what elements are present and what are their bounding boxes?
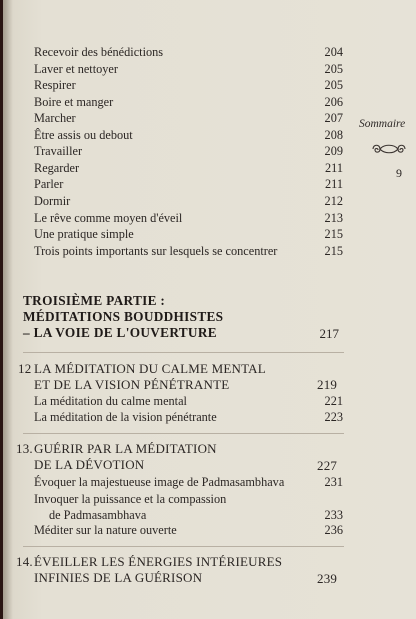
toc-entry: [3, 409, 343, 426]
toc-entry-title: Invoquer la puissance et la compassion: [34, 492, 227, 506]
chapter-page-number: 227: [317, 458, 338, 473]
toc-entry-title: Trois points importants sur lesquels se concentrer: [34, 243, 278, 258]
toc-entry-page: 209: [324, 144, 343, 159]
toc-entry-page: 213: [324, 210, 343, 225]
toc-entry-title: Méditer sur la nature ouverte: [34, 523, 177, 537]
toc-entry: [3, 491, 343, 508]
part-heading-line1: TROISIÈME PARTIE :: [23, 293, 166, 308]
toc-entry-page: 231: [324, 475, 343, 489]
chapter-title-line2: ET DE LA VISION PÉNÉTRANTE: [34, 377, 230, 392]
toc-entry: [3, 127, 343, 144]
toc-entry: [3, 44, 343, 61]
chapter-number: 14.: [16, 554, 33, 569]
toc-entry-title: La méditation de la vision pénétrante: [34, 410, 217, 424]
toc-entry-title: Le rêve comme moyen d'éveil: [34, 210, 183, 225]
chapter-number: 13.: [16, 441, 33, 456]
toc-entry-page: 215: [324, 243, 343, 258]
chapter-number: 12: [18, 361, 32, 376]
part-heading-line3: – LA VOIE DE L'OUVERTURE: [23, 325, 217, 340]
toc-entry-title: Dormir: [34, 193, 71, 208]
book-page: [3, 0, 416, 619]
toc-entry: [3, 243, 343, 260]
chapter-title-line2: DE LA DÉVOTION: [34, 457, 145, 472]
toc-entry: [3, 61, 343, 78]
toc-entry-title: Être assis ou debout: [34, 127, 133, 142]
toc-entry: [3, 210, 343, 227]
toc-entry-page: 223: [324, 410, 343, 424]
toc-entry-page: 205: [324, 78, 343, 93]
toc-entry: [3, 226, 343, 243]
toc-entry-page: 206: [324, 94, 343, 109]
toc-entry-page: 207: [324, 111, 343, 126]
toc-entry-title: Parler: [34, 177, 64, 192]
toc-entry: [3, 160, 343, 177]
swirl-ornament-icon: [369, 140, 409, 158]
toc-entry-page: 208: [324, 127, 343, 142]
toc-entry: [3, 393, 343, 410]
chapter-title-line1: GUÉRIR PAR LA MÉDITATION: [34, 441, 217, 456]
toc-entry-page: 211: [325, 160, 343, 175]
toc-entry-page: 204: [324, 45, 343, 59]
toc-entry-title: Travailler: [34, 144, 83, 159]
toc-entry-page: 211: [325, 177, 343, 192]
toc-entry-title: Laver et nettoyer: [34, 61, 118, 76]
toc-entry-title: Respirer: [34, 78, 76, 93]
part-heading-line2: MÉDITATIONS BOUDDHISTES: [23, 309, 224, 324]
toc-entry-title: Évoquer la majestueuse image de Padmasambhava: [34, 475, 285, 489]
chapter-title-line1: ÉVEILLER LES ÉNERGIES INTÉRIEURES: [34, 554, 283, 569]
toc-entry-page: 215: [324, 227, 343, 242]
toc-entry: [3, 77, 343, 94]
toc-entry-page: 212: [324, 193, 343, 208]
toc-entry-page: 236: [324, 523, 343, 537]
part-page-number: 217: [319, 326, 339, 341]
toc-entry-title: Une pratique simple: [34, 227, 134, 242]
toc-entry: [3, 522, 343, 539]
toc-entry-title: Regarder: [34, 160, 80, 175]
toc-entry-page: 233: [324, 508, 343, 522]
chapter-title-line2: INFINIES DE LA GUÉRISON: [34, 570, 203, 585]
chapter-page-number: 239: [317, 571, 338, 586]
toc-entry: [3, 193, 343, 210]
chapter-title-line1: LA MÉDITATION DU CALME MENTAL: [34, 361, 266, 376]
running-head: Sommaire: [359, 118, 406, 130]
toc-entry: [3, 474, 343, 491]
page-number: 9: [396, 166, 402, 180]
toc-entry-title: de Padmasambhava: [49, 508, 147, 522]
toc-entry-page: 205: [324, 61, 343, 76]
section-divider: [23, 546, 344, 547]
toc-entry-title: Boire et manger: [34, 94, 114, 109]
toc-entry-title: Marcher: [34, 111, 76, 126]
toc-entry: [3, 176, 343, 193]
toc-entry-title: La méditation du calme mental: [34, 394, 187, 408]
section-divider: [23, 352, 344, 353]
toc-entry: [3, 110, 343, 127]
toc-entry-title: Recevoir des bénédictions: [34, 45, 164, 59]
toc-entry-page: 221: [324, 394, 343, 408]
chapter-page-number: 219: [317, 377, 338, 392]
toc-entry: [3, 94, 343, 111]
section-divider: [23, 433, 344, 434]
toc-entry: [3, 143, 343, 160]
